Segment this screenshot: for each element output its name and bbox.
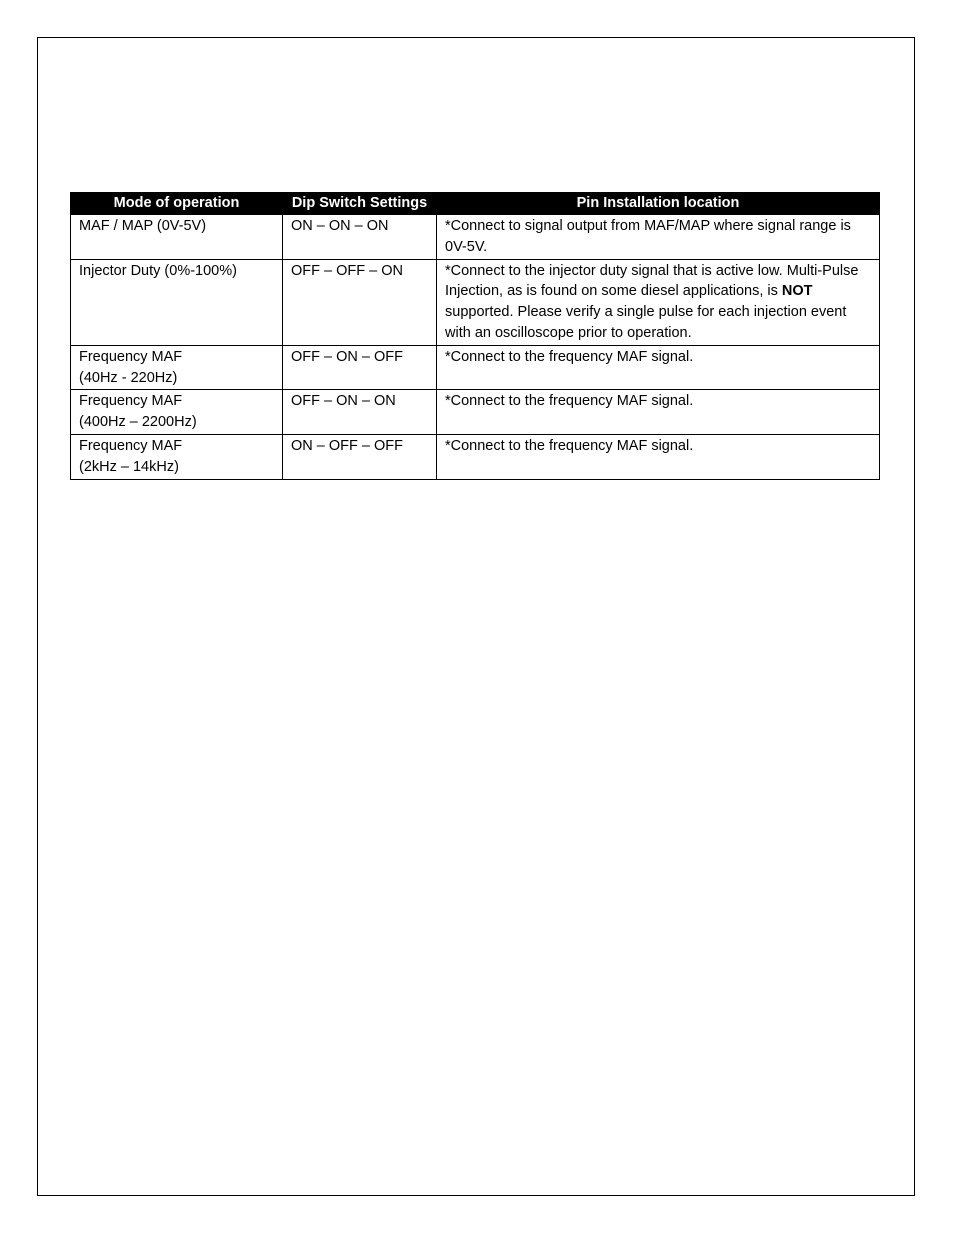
dip-cell: OFF – ON – OFF <box>283 345 437 390</box>
dip-cell: OFF – OFF – ON <box>283 259 437 345</box>
mode-cell <box>71 390 283 435</box>
pin-text-bold: NOT <box>781 283 813 300</box>
header-pin-installation-location: Pin Installation location <box>437 193 880 215</box>
mode-cell <box>71 434 283 479</box>
mode-cell: Injector Duty (0%-100%) <box>71 259 283 345</box>
table-row <box>71 345 880 390</box>
mode-cell: MAF / MAP (0V-5V) <box>71 215 283 260</box>
mode-line-2: (400Hz – 2200Hz) <box>79 414 197 431</box>
header-mode-of-operation: Mode of operation <box>71 193 283 215</box>
table-row <box>71 259 880 345</box>
dip-cell: ON – OFF – OFF <box>283 434 437 479</box>
dip-cell: ON – ON – ON <box>283 215 437 260</box>
mode-line-1: Frequency MAF <box>79 437 183 454</box>
mode-line-2: (2kHz – 14kHz) <box>79 458 179 475</box>
table-body <box>71 215 880 480</box>
pin-cell: *Connect to the frequency MAF signal. <box>437 390 880 435</box>
table-row <box>71 390 880 435</box>
pin-text-after: supported. Please verify a single pulse for each injection event with an oscilloscope prior to operation. <box>445 304 847 341</box>
pin-text-before: *Connect to the injector duty signal that is active low. Multi-Pulse Injection, as is found on some diesel applications, is <box>445 262 859 300</box>
table-header <box>71 193 880 215</box>
pin-cell: *Connect to signal output from MAF/MAP where signal range is 0V-5V. <box>437 215 880 260</box>
pin-cell: *Connect to the frequency MAF signal. <box>437 345 880 390</box>
header-row <box>71 193 880 215</box>
mode-line-2: (40Hz - 220Hz) <box>79 369 178 386</box>
pin-cell <box>437 259 880 345</box>
mode-line-1: Frequency MAF <box>79 348 183 365</box>
table-row <box>71 215 880 260</box>
pin-cell: *Connect to the frequency MAF signal. <box>437 434 880 479</box>
dip-cell: OFF – ON – ON <box>283 390 437 435</box>
mode-line-1: Frequency MAF <box>79 393 183 410</box>
dip-switch-settings-table <box>70 192 880 480</box>
table-row <box>71 434 880 479</box>
mode-cell <box>71 345 283 390</box>
header-dip-switch-settings: Dip Switch Settings <box>283 193 437 215</box>
